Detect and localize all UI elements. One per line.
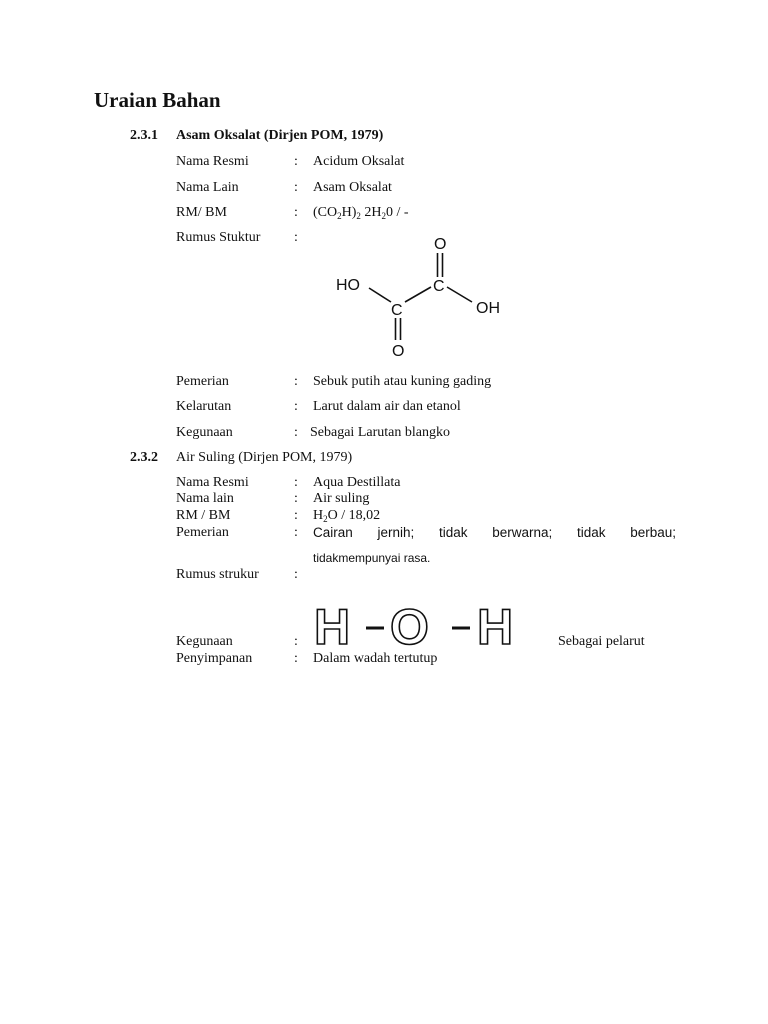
row-label: Kelarutan [176, 399, 232, 414]
page-title: Uraian Bahan [94, 88, 221, 112]
row-label: Pemerian [176, 525, 229, 540]
word: berbau; [630, 525, 676, 540]
atom-label: OH [476, 300, 500, 317]
pemerian-line-1 [313, 525, 676, 540]
word: jernih; [377, 525, 415, 540]
atom-label: H [314, 602, 351, 648]
row-colon: : [294, 205, 298, 220]
pemerian-line-2: tidakmempunyai rasa. [313, 551, 431, 565]
row-label: Penyimpanan [176, 651, 253, 666]
row-label: Pemerian [176, 374, 229, 389]
row-label: Rumus strukur [176, 567, 259, 582]
row-label: Nama Resmi [176, 154, 249, 169]
word: berwarna; [492, 525, 553, 540]
formula-oxalic: $(CO_2H)_2$ $2H_20$ / - [313, 205, 409, 221]
word: tidak [438, 525, 468, 540]
word: tidak [576, 525, 606, 540]
row-colon: : [294, 525, 298, 540]
row-label: RM / BM [176, 508, 231, 523]
row-label: Nama Resmi [176, 475, 249, 490]
section-number: 2.3.1 [130, 128, 158, 143]
row-label: Kegunaan [176, 634, 233, 649]
row-value: Acidum Oksalat [313, 154, 405, 169]
row-colon: : [294, 399, 298, 414]
row-colon: : [294, 180, 298, 195]
row-value: Asam Oksalat [313, 180, 392, 195]
row-colon: : [294, 567, 298, 582]
atom-label: H [477, 602, 514, 648]
row-value: Sebuk putih atau kuning gading [313, 374, 492, 389]
row-label: Kegunaan [176, 425, 233, 440]
atom-label: HO [336, 277, 360, 294]
oxalic-acid-structure [330, 232, 520, 362]
row-colon: : [294, 634, 298, 649]
row-label: RM/ BM [176, 205, 227, 220]
atom-label: C [391, 302, 403, 319]
atom-label: O [392, 343, 405, 360]
row-value: Dalam wadah tertutup [313, 651, 438, 666]
section-number: 2.3.2 [130, 450, 158, 465]
row-label: Nama Lain [176, 180, 239, 195]
row-label: Rumus Stuktur [176, 230, 261, 245]
word: Cairan [313, 525, 353, 540]
row-value: Larut dalam air dan etanol [313, 399, 461, 414]
row-colon: : [294, 475, 298, 490]
water-structure [312, 602, 524, 648]
row-colon: : [294, 374, 298, 389]
row-value: Aqua Destillata [313, 475, 401, 490]
row-colon: : [294, 154, 298, 169]
atom-label: O [434, 236, 447, 253]
row-value: Sebagai pelarut [558, 634, 645, 649]
section-heading: Asam Oksalat (Dirjen POM, 1979) [176, 128, 384, 143]
atom-label: C [433, 278, 445, 295]
row-label: Nama lain [176, 491, 234, 506]
row-colon: : [294, 230, 298, 245]
row-value: Sebagai Larutan blangko [310, 425, 450, 440]
row-colon: : [294, 425, 298, 440]
row-colon: : [294, 508, 298, 523]
row-value: Air suling [313, 491, 370, 506]
row-colon: : [294, 491, 298, 506]
row-colon: : [294, 651, 298, 666]
atom-label: O [390, 602, 429, 648]
section-heading: Air Suling (Dirjen POM, 1979) [176, 450, 353, 465]
formula-water: $H_2O / 18,02$ [313, 508, 381, 524]
